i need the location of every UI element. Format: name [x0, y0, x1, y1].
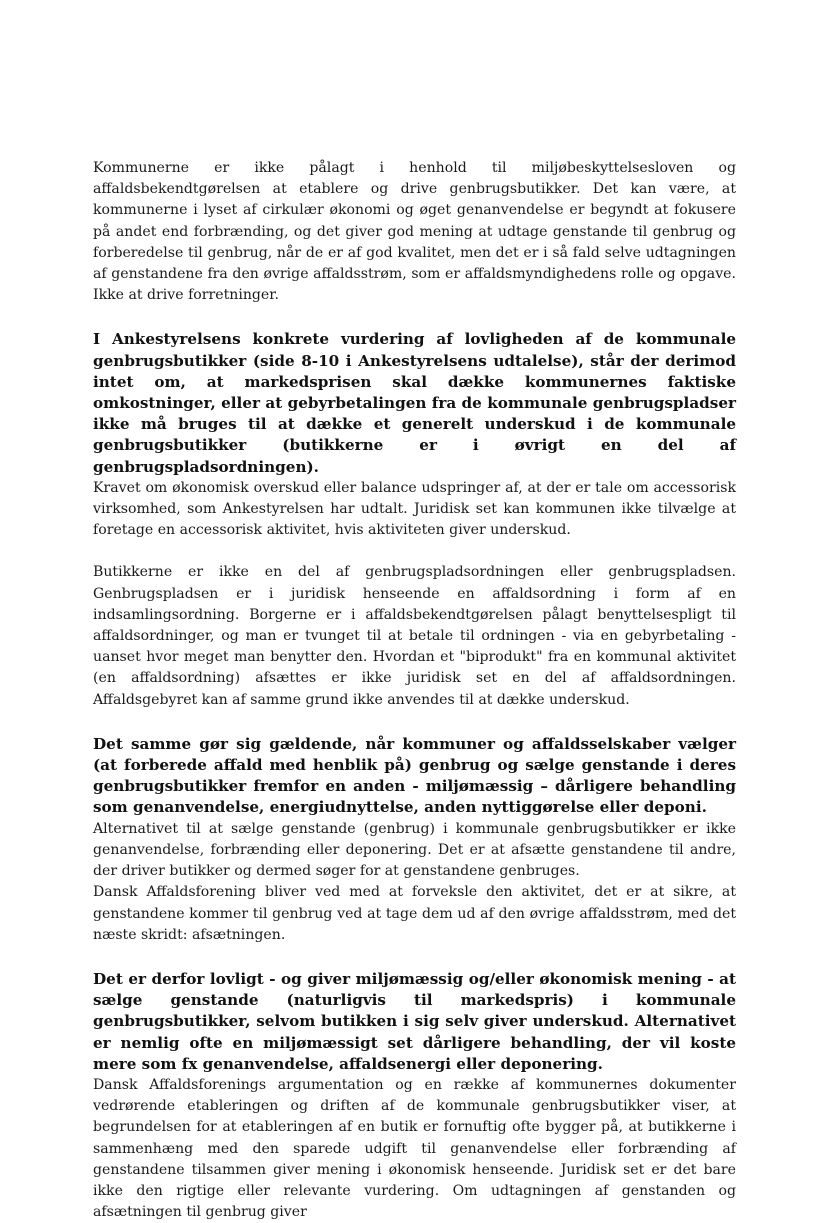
- document-page: [93, 158, 736, 1223]
- paragraph-alternative-to-selling: Alternativet til at sælge genstande (genbrug) i kommunale genbrugsbutikker er ikke genanvendelse, forbrænding eller deponering. Det er at afsætte genstandene til andre, der driver butikker og dermed søger for at genstandene genbruges.: [93, 820, 736, 880]
- paragraph-dansk-affaldsforening-confusion: Dansk Affaldsforening bliver ved med at forveksle den aktivitet, det er at sikre, at genstandene kommer til genbrug ved at tage dem ud af den øvrige affaldsstrøm, med det næste skridt: afsætningen.: [93, 884, 736, 943]
- paragraph-spacer: [93, 946, 736, 969]
- paragraph-accessory-activity: Kravet om økonomisk overskud eller balance udspringer af, at der er tale om accessorisk virksomhed, som Ankestyrelsen har udtalt. Juridisk set kan kommunen ikke tilvælge at foretage en accessorisk aktivitet, hvis aktiviteten giver underskud.: [93, 479, 736, 539]
- paragraph-municipal-obligations: Kommunerne er ikke pålagt i henhold til miljøbeskyttelsesloven og affaldsbekendtgørelsen at etablere og drive genbrugsbutikker. Det kan være, at kommunerne i lyset af cirkulær økonomi og øget genanvendelse er begyndt at fokusere på andet end forbrænding, og det giver god mening at udtage genstande til genbrug og forberedelse til genbrug, når de er af god kvalitet, men det er i så fald selve udtagningen af genstandene fra den øvrige affaldsstrøm, som er affaldsmyndighedens rolle og opgave. Ikke at drive forretninger.: [93, 160, 736, 304]
- paragraph-spacer: [93, 306, 736, 329]
- paragraph-shops-not-part-of-scheme: Butikkerne er ikke en del af genbrugspladsordningen eller genbrugspladsen. Genbrugspladsen er i juridisk henseende en affaldsordning i form af en indsamlingsordning. Borgerne er i affaldsbekendtgørelsen pålagt benyttelsespligt til affaldsordninger, og man er tvunget til at betale til ordningen - via en gebyrbetaling - uanset hvor meget man benytter den. Hvordan et "biprodukt" fra en kommunal aktivitet (en affaldsordning) afsættes er ikke juridisk set en del af affaldsordningen. Affaldsgebyret kan af samme grund ikke anvendes til at dække underskud.: [93, 564, 736, 708]
- paragraph-spacer: [93, 711, 736, 734]
- paragraph-ankestyrelsen-assessment: I Ankestyrelsens konkrete vurdering af lovligheden af de kommunale genbrugsbutikker (side 8-10 i Ankestyrelsens udtalelse), står der derimod intet om, at markedsprisen skal dække kommunernes faktiske omkostninger, eller at gebyrbetalingen fra de kommunale genbrugspladser ikke må bruges til at dække et generelt underskud i de kommunale genbrugsbutikker (butikkerne er i øvrigt en del af genbrugspladsordningen).: [93, 330, 736, 476]
- paragraph-argumentation: Dansk Affaldsforenings argumentation og en række af kommunernes dokumenter vedrørende etableringen og driften af de kommunale genbrugsbutikker viser, at begrundelsen for at etableringen af en butik er fornuftig ofte bygger på, at butikkerne i sammenhæng med den sparede udgift til genanvendelse eller forbrænding af genstandene tilsammen giver mening i økonomisk henseende. Juridisk set er det bare ikke den rigtige eller relevante vurdering. Om udtagningen af genstanden og afsætningen til genbrug giver: [93, 1076, 736, 1221]
- paragraph-same-applies: Det samme gør sig gældende, når kommuner og affaldsselskaber vælger (at forberede affald med henblik på) genbrug og sælge genstande i deres genbrugsbutikker fremfor en anden - miljømæssig – dårligere behandling som genanvendelse, energiudnyttelse, anden nyttiggørelse eller deponi.: [93, 734, 736, 817]
- paragraph-spacer: [93, 541, 736, 562]
- paragraph-therefore-legal: Det er derfor lovligt - og giver miljømæssig og/eller økonomisk mening - at sælge genstande (naturligvis til markedspris) i kommunale genbrugsbutikker, selvom butikken i sig selv giver underskud. Alternativet er nemlig ofte en miljømæssigt set dårligere behandling, der vil koste mere som fx genanvendelse, affaldsenergi eller deponering.: [93, 969, 736, 1073]
